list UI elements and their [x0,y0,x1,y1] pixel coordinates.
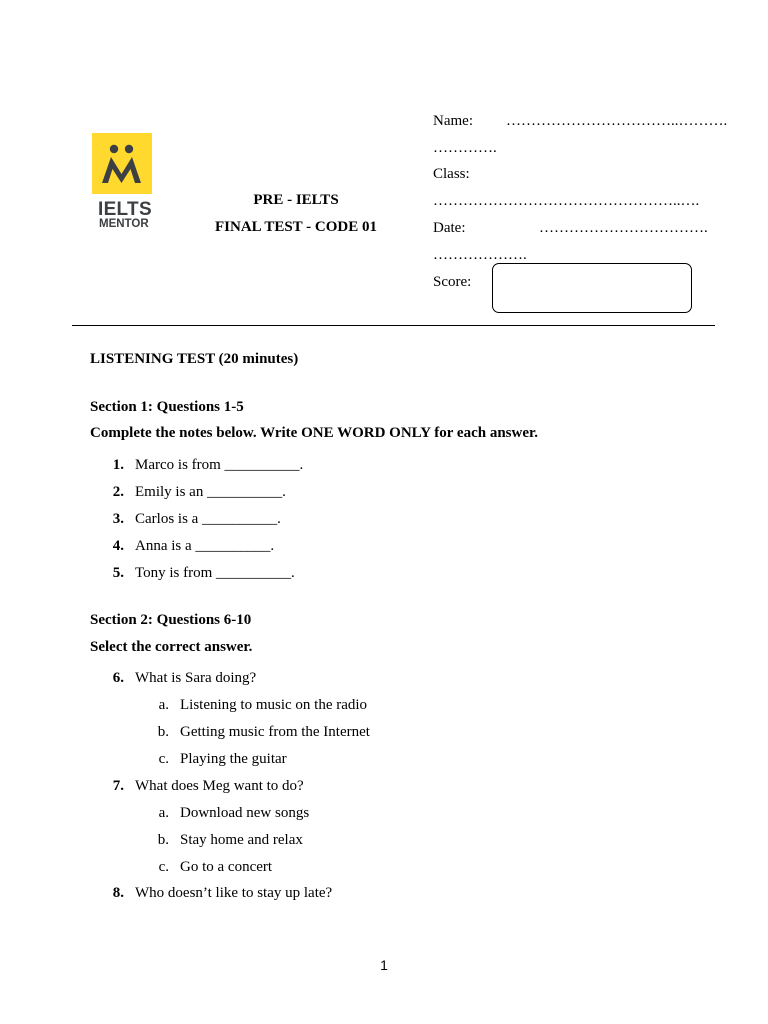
option-text[interactable]: Download new songs [180,805,310,821]
question-number: 5. [112,565,124,581]
question-text: Marco is from __________. [135,457,304,473]
question-text: Emily is an __________. [135,484,286,500]
question-number: 6. [112,670,124,686]
section1-title: Section 1: Questions 1-5 [90,399,244,415]
ielts-mentor-logo [92,133,152,194]
date-field[interactable]: ……………………………. [539,220,708,236]
question-text: Anna is a __________. [135,538,275,554]
question-number: 4. [112,538,124,554]
option-letter: c. [158,751,169,767]
date-field-continued[interactable]: ………………. [433,247,527,263]
logo-text-mentor: MENTOR [99,218,149,230]
option-letter: a. [158,805,169,821]
option-text[interactable]: Go to a concert [180,859,273,875]
page-number: 1 [380,957,388,973]
question-text: What does Meg want to do? [135,778,304,794]
section2-instruction: Select the correct answer. [90,639,253,655]
class-label: Class: [433,166,470,182]
name-field[interactable]: ……………………………..………. [506,113,728,129]
option-text[interactable]: Playing the guitar [180,751,287,767]
question-number: 2. [112,484,124,500]
header-divider [72,325,715,326]
logo-figure-icon [92,133,152,194]
question-text: Carlos is a __________. [135,511,281,527]
logo-text-ielts: IELTS [98,199,152,220]
class-field[interactable]: …………………………………………..…. [433,193,700,209]
question-text: Who doesn’t like to stay up late? [135,885,333,901]
question-number: 1. [112,457,124,473]
section2-title: Section 2: Questions 6-10 [90,612,252,628]
score-box[interactable] [492,263,692,313]
name-label: Name: [433,113,473,129]
listening-heading: LISTENING TEST (20 minutes) [90,351,299,367]
test-title: PRE - IELTS [253,192,339,208]
name-field-continued[interactable]: …………. [433,140,497,156]
section1-instruction: Complete the notes below. Write ONE WORD ONLY for each answer. [90,425,539,441]
option-text[interactable]: Listening to music on the radio [180,697,368,713]
test-code: FINAL TEST - CODE 01 [215,219,377,235]
option-letter: b. [157,724,169,740]
option-text[interactable]: Stay home and relax [180,832,303,848]
option-letter: a. [158,697,169,713]
question-text: Tony is from __________. [135,565,295,581]
question-number: 7. [112,778,124,794]
option-letter: c. [158,859,169,875]
score-label: Score: [433,274,472,290]
question-number: 3. [112,511,124,527]
option-text[interactable]: Getting music from the Internet [180,724,370,740]
option-letter: b. [157,832,169,848]
date-label: Date: [433,220,466,236]
question-text: What is Sara doing? [135,670,257,686]
question-number: 8. [112,885,124,901]
